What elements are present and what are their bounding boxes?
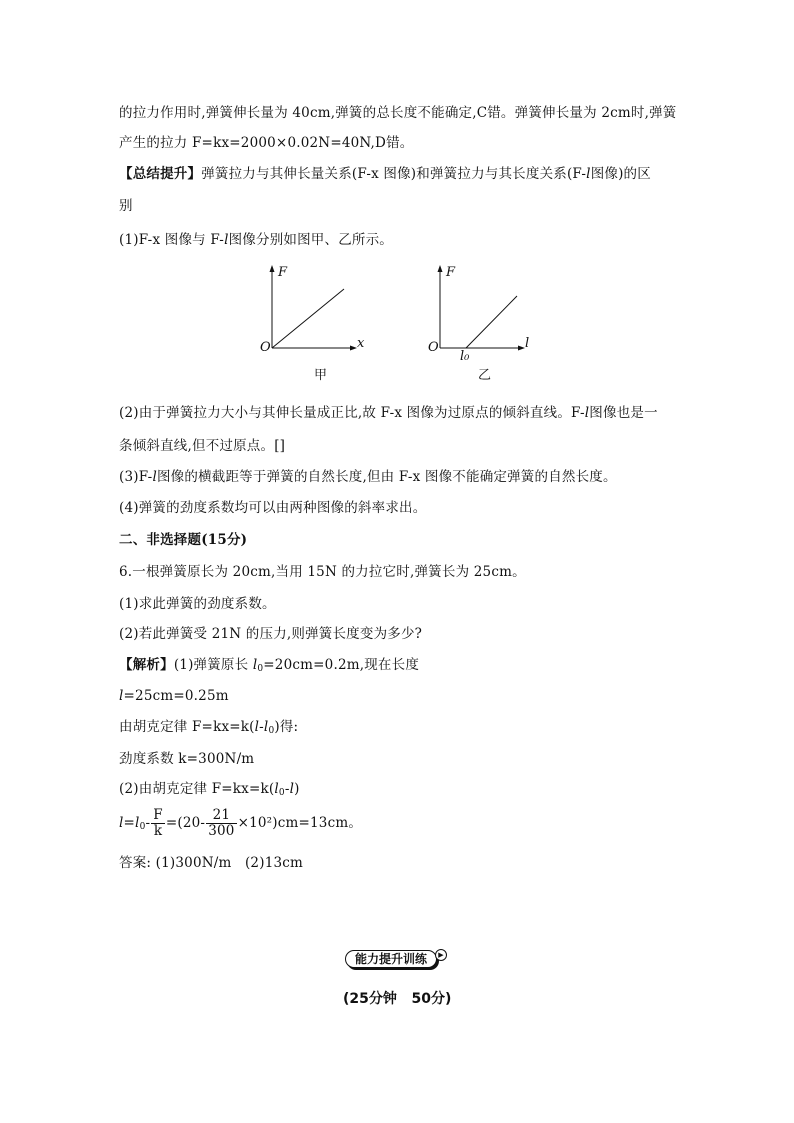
timing-label: (25分钟 50分) — [343, 991, 452, 1007]
solution-line — [119, 686, 229, 706]
y-arrow — [438, 265, 443, 272]
text: 劲度系数 k=300N/m — [119, 751, 255, 767]
var-l: l — [289, 781, 295, 797]
text: (1)弹簧原长 — [173, 657, 253, 673]
fraction-21-over-300 — [206, 808, 236, 839]
intercept-label: l₀ — [460, 349, 470, 364]
text: )得: — [274, 719, 299, 735]
graph-yi — [422, 262, 552, 387]
text: ) — [294, 781, 300, 797]
badge-label: 能力提升训练 — [345, 950, 437, 968]
text: 由胡克定律 F=kx=k( — [119, 719, 255, 735]
question-text: 6.一根弹簧原长为 20cm,当用 15N 的力拉它时,弹簧长为 25cm。 — [119, 564, 526, 580]
caption-jia: 甲 — [314, 368, 328, 383]
x-label: l — [525, 336, 530, 351]
text: (1)F-x 图像与 F- — [119, 232, 225, 248]
origin-label: O — [428, 340, 439, 355]
graph-jia — [254, 262, 384, 387]
text-line — [119, 103, 676, 123]
answer-text: 答案: (1)300N/m (2)13cm — [119, 855, 304, 871]
text: - — [145, 815, 151, 831]
text: =(20- — [165, 815, 206, 831]
subscript: 0 — [268, 726, 275, 736]
text: (3)F- — [119, 469, 153, 485]
text-line — [119, 436, 285, 456]
data-line — [272, 289, 344, 348]
text-line — [119, 133, 413, 153]
var-l: l — [263, 719, 269, 735]
text-line — [119, 403, 658, 423]
solution-line — [119, 779, 300, 803]
answer-line — [119, 853, 303, 873]
y-label: F — [278, 265, 288, 280]
solution-line — [119, 655, 419, 679]
origin-label: O — [260, 340, 271, 355]
question-part — [119, 594, 276, 614]
question-line — [119, 562, 526, 582]
text: - — [284, 781, 290, 797]
subscript: 0 — [139, 822, 146, 832]
numerator: 21 — [206, 808, 236, 824]
text: (2)若此弹簧受 21N 的压力,则弹簧长度变为多少? — [119, 626, 423, 642]
data-line — [466, 296, 517, 348]
var-l: l — [252, 657, 258, 673]
var-l: l — [152, 469, 157, 485]
section-heading — [119, 530, 247, 550]
var-l: l — [119, 815, 124, 831]
text: 别 — [119, 198, 133, 214]
text: (4)弹簧的劲度系数均可以由两种图像的斜率求出。 — [119, 500, 427, 516]
question-part — [119, 624, 422, 644]
text-line — [119, 196, 133, 216]
solution-line — [119, 717, 298, 741]
denominator: 300 — [208, 823, 235, 839]
formula-line — [119, 808, 362, 842]
y-arrow — [270, 265, 275, 272]
text-line — [119, 230, 393, 250]
denominator: k — [153, 823, 163, 839]
text: =20cm=0.2m,现在长度 — [263, 657, 420, 673]
var-l: l — [119, 688, 124, 704]
text-line — [119, 498, 426, 518]
text: (1)求此弹簧的劲度系数。 — [119, 596, 276, 612]
var-l: l — [224, 232, 229, 248]
text: 的拉力作用时,弹簧伸长量为 40cm,弹簧的总长度不能确定,C错。弹簧伸长量为 2cm时,弹簧 — [119, 105, 677, 121]
text: - — [259, 719, 264, 735]
text: 弹簧拉力与其伸长量关系(F-x 图像)和弹簧拉力与其长度关系(F- — [201, 166, 587, 182]
caption-yi: 乙 — [478, 368, 492, 383]
fraction-f-over-k — [151, 808, 165, 839]
text: (2)由于弹簧拉力大小与其伸长量成正比,故 F-x 图像为过原点的倾斜直线。F- — [119, 405, 585, 421]
solution-line — [119, 749, 254, 769]
text: 条倾斜直线,但不过原点。[] — [119, 438, 286, 454]
text: 图像)的区 — [590, 166, 651, 182]
text: = — [123, 815, 136, 831]
text: (2)由胡克定律 F=kx=k( — [119, 781, 275, 797]
subscript: 0 — [257, 664, 264, 674]
text: ×10²)cm=13cm。 — [237, 815, 363, 831]
var-l: l — [586, 166, 591, 182]
text-line — [119, 467, 617, 487]
var-l: l — [274, 781, 279, 797]
numerator: F — [153, 807, 163, 823]
text: =25cm=0.25m — [123, 688, 229, 704]
subscript: 0 — [278, 788, 285, 798]
var-l: l — [584, 405, 590, 421]
text: 图像也是一 — [589, 405, 658, 421]
var-l: l — [254, 719, 260, 735]
x-arrow — [350, 346, 357, 351]
y-label: F — [446, 265, 456, 280]
text: 产生的拉力 F=kx=2000×0.02N=40N,D错。 — [119, 135, 414, 151]
section-badge — [343, 948, 449, 969]
solution-tag: 【解析】 — [119, 657, 174, 673]
text: 图像分别如图甲、乙所示。 — [228, 232, 394, 248]
text: 图像的横截距等于弹簧的自然长度,但由 F-x 图像不能确定弹簧的自然长度。 — [156, 469, 617, 485]
summary-line — [119, 164, 651, 184]
summary-tag: 【总结提升】 — [119, 166, 202, 182]
section-title: 二、非选择题(15分) — [119, 532, 248, 548]
var-l: l — [135, 815, 140, 831]
graphs-figure — [254, 262, 554, 387]
arrow-icon: ▶ — [435, 949, 447, 961]
x-arrow — [518, 346, 525, 351]
x-label: x — [357, 336, 365, 351]
